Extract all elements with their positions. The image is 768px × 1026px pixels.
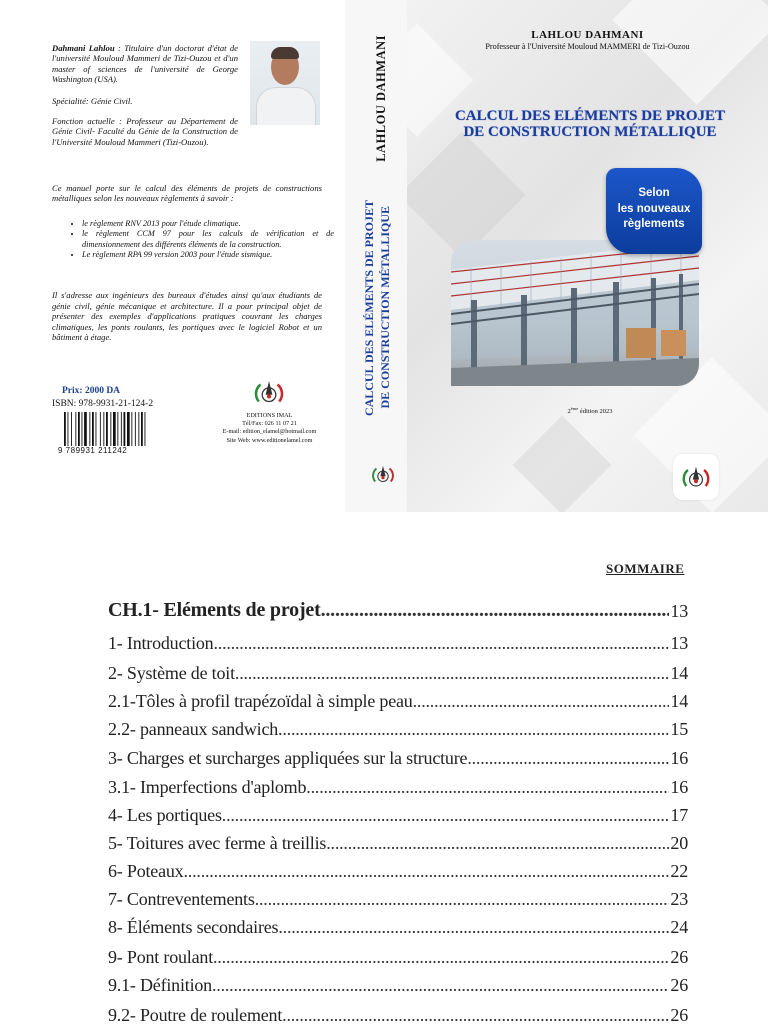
toc-dot-leader xyxy=(278,719,669,740)
book-title-line1: CALCUL DES ELÉMENTS DE PROJET xyxy=(454,108,726,124)
barcode-bar xyxy=(127,412,130,446)
spine-title-line2: DE CONSTRUCTION MÉTALLIQUE xyxy=(378,206,392,409)
new-regulations-badge xyxy=(606,168,702,254)
barcode-bar xyxy=(138,412,139,446)
toc-dot-leader xyxy=(282,1005,669,1026)
toc-entry-page: 26 xyxy=(670,975,688,995)
toc-entry-page: 26 xyxy=(670,947,688,967)
toc-entry-page: 16 xyxy=(670,748,688,768)
toc-dot-leader xyxy=(212,975,669,996)
barcode-bar xyxy=(89,412,90,446)
book-title xyxy=(420,108,760,140)
toc-entry-page: 15 xyxy=(670,719,688,739)
toc-entry-page: 17 xyxy=(670,805,688,825)
author-speciality: Spécialité: Génie Civil. xyxy=(52,96,133,106)
barcode-bar xyxy=(78,412,80,446)
spine-title-area xyxy=(360,200,398,440)
edition-label xyxy=(520,406,660,415)
book-price: Prix: 2000 DA xyxy=(62,386,121,396)
barcode-bar xyxy=(96,412,97,446)
barcode-bar xyxy=(131,412,132,446)
barcode-bar xyxy=(106,412,108,446)
publisher-info xyxy=(212,412,327,445)
toc-entry-page: 13 xyxy=(670,633,688,653)
toc-entry xyxy=(108,826,688,854)
toc-entry-page: 23 xyxy=(670,889,688,909)
book-title-line2: DE CONSTRUCTION MÉTALLIQUE xyxy=(463,124,717,140)
toc-entry-page: 14 xyxy=(670,691,688,711)
barcode-bar xyxy=(75,412,76,446)
barcode-bar xyxy=(68,412,69,446)
toc-entry-label: 6- Poteaux xyxy=(108,861,184,881)
barcode-bar xyxy=(103,412,104,446)
spine-title-line1: CALCUL DES ELÉMENTS DE PROJET xyxy=(362,200,376,417)
toc-dot-leader xyxy=(321,599,670,622)
barcode-bar xyxy=(121,412,122,446)
front-logo-icon xyxy=(680,462,712,494)
publisher-name: EDITIONS IMAL xyxy=(246,412,293,419)
barcode-bar xyxy=(92,412,94,446)
toc-dot-leader xyxy=(222,805,670,826)
spine-author-area xyxy=(372,35,392,165)
toc-entry xyxy=(108,712,688,740)
barcode-bar xyxy=(113,412,116,446)
barcode-bar xyxy=(145,412,146,446)
toc-entry xyxy=(108,968,688,996)
decor-shape xyxy=(513,416,612,512)
publisher-email: E-mail: edition_elamel@hotmail.com xyxy=(222,428,317,436)
toc-entry-label: 8- Éléments secondaires xyxy=(108,917,279,937)
book-cover xyxy=(0,0,768,512)
toc-entry-page: 14 xyxy=(670,663,688,683)
toc-entry xyxy=(108,626,688,654)
toc-entry-label: 3.1- Imperfections d'aplomb xyxy=(108,777,307,797)
toc-entry xyxy=(108,656,688,684)
toc-entry xyxy=(108,940,688,968)
book-description: Ce manuel porte sur le calcul des éléments de projets de constructions métalliques selon les nouveaux règlements à savoir : xyxy=(52,183,322,204)
toc-entry-label: 4- Les portiques xyxy=(108,805,222,825)
edition-number: 2 xyxy=(567,408,571,416)
barcode-bar xyxy=(82,412,83,446)
toc-dot-leader xyxy=(278,917,669,938)
toc-dot-leader xyxy=(467,748,669,769)
book-audience: Il s'adresse aux ingénieurs des bureaux d'études ainsi qu'aux étudiants de génie civil, génie mécanique et architecture. Il a pour principal objet de présenter des exemples d'applications pratiques couvrant les charges climatiques, les ponts roulants, les portiques avec le logiciel Robot et un bâtiment à étage. xyxy=(52,290,322,343)
barcode-bar xyxy=(71,412,72,446)
publisher-phone: Tél/Fax: 026 11 07 21 xyxy=(242,420,297,428)
author-function: Fonction actuelle : Professeur au Département de Génie Civil- Faculté du Génie de la Construction de l'Université Mouloud Mammeri (Tizi-Ouzou). xyxy=(52,116,238,147)
spine-logo-icon xyxy=(370,462,396,488)
front-author-role: Professeur à l'Université Mouloud MAMMERI de Tizi-Ouzou xyxy=(485,42,690,51)
barcode-bar xyxy=(84,412,87,446)
toc-entry xyxy=(108,798,688,826)
author-photo xyxy=(250,41,320,125)
badge-line2: les nouveaux xyxy=(617,202,691,215)
barcode-digits: 9 789931 211242 xyxy=(58,446,128,455)
toc-dot-leader xyxy=(255,889,670,910)
toc-dot-leader xyxy=(213,633,669,654)
toc-entry-label: 9.1- Définition xyxy=(108,975,212,995)
bio-author-name: Dahmani Lahlou xyxy=(52,43,115,53)
toc-entry-label: 1- Introduction xyxy=(108,633,214,653)
toc-entry-page: 16 xyxy=(670,777,688,797)
toc-dot-leader xyxy=(306,777,669,798)
bio-author-text: : Titulaire d'un doctorat d'état de l'université Mouloud Mammeri de Tizi-Ouzou et d'un master of sciences de l'université de George Washington (USA). xyxy=(52,43,238,84)
toc-entry-label: 7- Contreventements xyxy=(108,889,255,909)
toc-entry-label: 9- Pont roulant xyxy=(108,947,213,967)
book-isbn: ISBN: 978-9931-21-124-2 xyxy=(52,399,154,409)
barcode-bar xyxy=(64,412,66,446)
regulation-list xyxy=(70,219,334,261)
decor-shape xyxy=(612,0,768,105)
toc-dot-leader xyxy=(326,833,669,854)
barcode-bar xyxy=(110,412,111,446)
toc-entry-page: 26 xyxy=(670,1005,688,1025)
toc-dot-leader xyxy=(235,663,670,684)
edition-year: édition 2023 xyxy=(578,408,613,416)
barcode xyxy=(64,412,146,446)
publisher-logo-icon xyxy=(252,376,286,410)
regulation-item: • le règlement RNV 2013 pour l'étude climatique. xyxy=(82,219,334,229)
toc-entry-label: 2.2- panneaux sandwich xyxy=(108,719,279,739)
toc-entry xyxy=(108,998,688,1026)
toc-dot-leader xyxy=(213,947,669,968)
edition-suffix: ème xyxy=(570,406,579,411)
toc-entry xyxy=(108,594,688,622)
summary-heading: SOMMAIRE xyxy=(606,561,685,576)
author-photo-hair xyxy=(271,47,299,59)
barcode-bar xyxy=(117,412,118,446)
regulation-item: • le règlement CCM 97 pour les calculs de vérification et de dimensionnement des différents éléments de la construction. xyxy=(82,229,334,250)
toc-entry-label: CH.1- Eléments de projet xyxy=(108,599,321,621)
badge-line1: Selon xyxy=(638,187,670,199)
author-bio xyxy=(52,43,238,84)
toc-dot-leader xyxy=(413,691,670,712)
steel-structure-photo xyxy=(451,240,699,386)
toc-entry-label: 3- Charges et surcharges appliquées sur la structure xyxy=(108,748,468,768)
toc-entry-label: 5- Toitures avec ferme à treillis xyxy=(108,833,327,853)
toc-entry-page: 24 xyxy=(670,917,688,937)
front-author: LAHLOU DAHMANI xyxy=(531,29,644,41)
toc-dot-leader xyxy=(184,861,670,882)
toc-entry-label: 2- Système de toit xyxy=(108,663,235,683)
barcode-bar xyxy=(124,412,126,446)
toc-entry xyxy=(108,882,688,910)
toc-entry xyxy=(108,910,688,938)
toc-entry xyxy=(108,741,688,769)
toc-entry-page: 20 xyxy=(670,833,688,853)
spine-author: LAHLOU DAHMANI xyxy=(374,35,388,162)
toc-entry xyxy=(108,854,688,882)
toc-entry xyxy=(108,684,688,712)
table-of-contents-page xyxy=(0,512,768,1024)
barcode-bar xyxy=(100,412,101,446)
barcode-bar xyxy=(141,412,143,446)
toc-entry-page: 13 xyxy=(670,601,688,621)
toc-entry-label: 2.1-Tôles à profil trapézoïdal à simple peau xyxy=(108,691,413,711)
barcode-bar xyxy=(135,412,136,446)
steel-structure-illustration xyxy=(451,240,699,386)
toc-entry-page: 22 xyxy=(670,861,688,881)
publisher-website: Site Web: www.editionelamel.com xyxy=(226,436,313,444)
toc-entry xyxy=(108,770,688,798)
badge-line3: règlements xyxy=(623,218,685,230)
author-photo-shirt xyxy=(256,87,316,125)
regulation-item: • Le règlement RPA 99 version 2003 pour l'étude sismique. xyxy=(82,250,334,260)
toc-entry-label: 9.2- Poutre de roulement xyxy=(108,1005,283,1025)
